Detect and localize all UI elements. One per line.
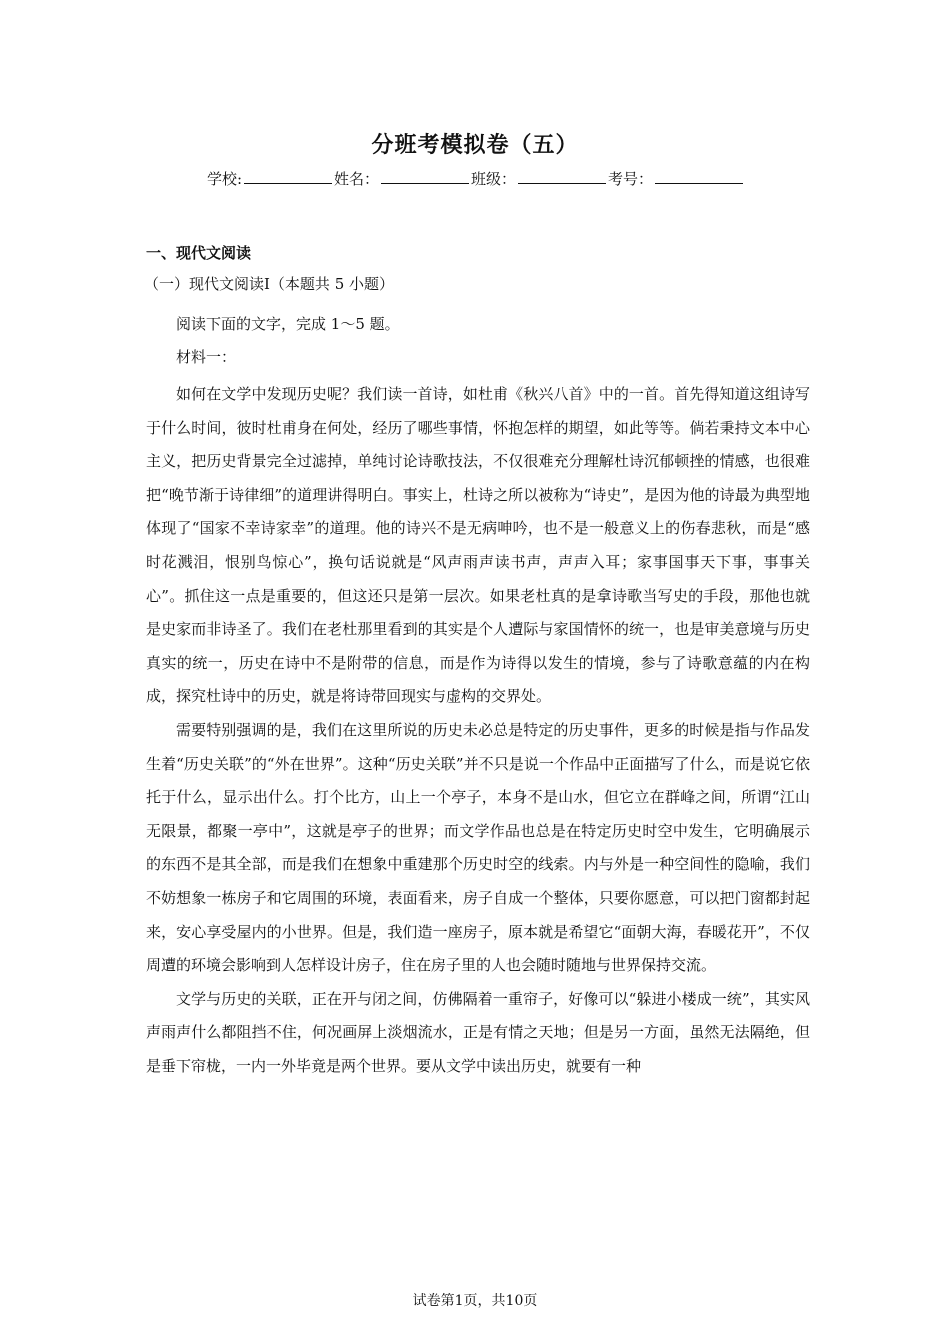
passage-paragraph-2: 需要特别强调的是，我们在这里所说的历史未必总是特定的历史事件，更多的时候是指与作品发生着“历史关联”的“外在世界”。这种“历史关联”并不只是说一个作品中正面描写了什么，而是说它依托于什么，显示出什么。打个比方，山上一个亭子，本身不是山水，但它立在群峰之间，所谓“江山无限景，都聚一亭中”，这就是亭子的世界；而文学作品也总是在特定历史时空中发生，它明确展示的东西不是其全部，而是我们在想象中重建那个历史时空的线索。内与外是一种空间性的隐喻，我们不妨想象一栋房子和它周围的环境，表面看来，房子自成一个整体，只要你愿意，可以把门窗都封起来，安心享受屋内的小世界。但是，我们造一座房子，原本就是希望它“面朝大海，春暖花开”，不仅周遭的环境会影响到人怎样设计房子，住在房子里的人也会随时随地与世界保持交流。 (146, 720, 810, 975)
reading-passage (146, 378, 810, 1083)
reading-instruction: 阅读下面的文字，完成 1～5 题。 (176, 315, 400, 333)
section-subheading: （一）现代文阅读Ⅰ（本题共 5 小题） (144, 275, 395, 293)
material-label: 材料一： (176, 348, 237, 366)
exam-number-field (608, 168, 743, 189)
class-field (471, 168, 606, 189)
name-field (334, 168, 469, 189)
passage-paragraph-3: 文学与历史的关联，正在开与闭之间，仿佛隔着一重帘子，好像可以“躲进小楼成一统”，其实风声雨声什么都阻挡不住，何况画屏上淡烟流水，正是有情之天地；但是另一方面，虽然无法隔绝，但是垂下帘栊，一内一外毕竟是两个世界。要从文学中读出历史，就要有一种 (146, 989, 810, 1075)
student-info-line (0, 168, 950, 189)
exam-number-label: 考号： (608, 170, 654, 188)
class-blank[interactable] (518, 169, 606, 184)
exam-title: 分班考模拟卷（五） (371, 133, 579, 158)
school-blank[interactable] (244, 169, 332, 184)
school-label: 学校: (206, 170, 242, 188)
passage-paragraph-1: 如何在文学中发现历史呢？我们读一首诗，如杜甫《秋兴八首》中的一首。首先得知道这组诗写于什么时间，彼时杜甫身在何处，经历了哪些事情，怀抱怎样的期望，如此等等。倘若秉持文本中心主义，把历史背景完全过滤掉，单纯讨论诗歌技法，不仅很难充分理解杜诗沉郁顿挫的情感，也很难把“晚节渐于诗律细”的道理讲得明白。事实上，杜诗之所以被称为“诗史”，是因为他的诗最为典型地体现了“国家不幸诗家幸”的道理。他的诗兴不是无病呻吟，也不是一般意义上的伤春悲秋，而是“感时花溅泪，恨别鸟惊心”，换句话说就是“风声雨声读书声，声声入耳；家事国事天下事，事事关心”。抓住这一点是重要的，但这还只是第一层次。如果老杜真的是拿诗歌当写史的手段，那他也就是史家而非诗圣了。我们在老杜那里看到的其实是个人遭际与家国情怀的统一，也是审美意境与历史真实的统一，历史在诗中不是附带的信息，而是作为诗得以发生的情境，参与了诗歌意蕴的内在构成，探究杜诗中的历史，就是将诗带回现实与虚构的交界处。 (146, 385, 810, 706)
name-label: 姓名： (334, 170, 380, 188)
exam-number-blank[interactable] (655, 169, 743, 184)
class-label: 班级： (471, 170, 517, 188)
page-footer: 试卷第1页，共10页 (412, 1293, 538, 1309)
school-field (207, 168, 332, 189)
name-blank[interactable] (381, 169, 469, 184)
section-heading: 一、现代文阅读 (146, 244, 252, 262)
